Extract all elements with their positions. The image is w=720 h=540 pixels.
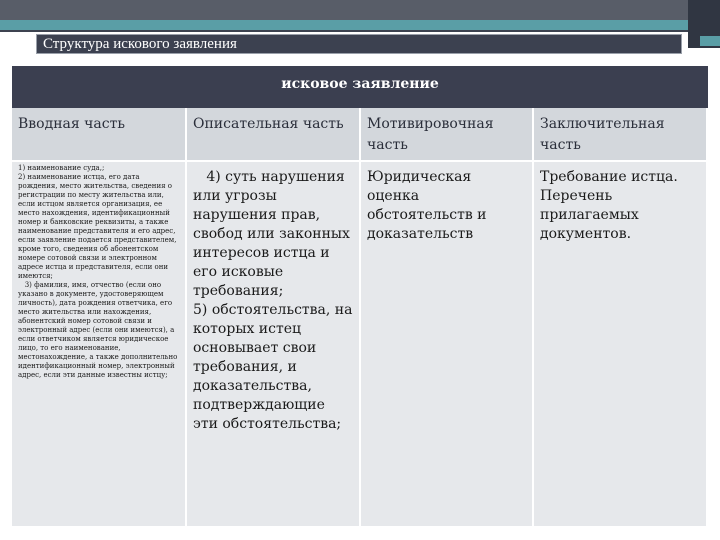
decorative-teal-stripe [0, 20, 720, 30]
header-descriptive: Описательная часть [187, 108, 361, 162]
cell-motivation: Юридическая оценка обстоятельств и доказательств [361, 162, 534, 528]
cell-intro: 1) наименование суда,; 2) наименование истца, его дата рождения, место жительства, сведения о регистрации по месту жительства или, если истцом является организация, ее место нахождения, идентификационный номер и банковские реквизиты, а также наименование представителя и его адрес, если заявление подается представителем, кроме того, сведения об абонентском номере сотовой связи и электронном адресе истца и представителя, если они имеются; 3) фамилия, имя, отчество (если оно указано в документе, удостоверяющем личность), дата рождения ответчика, его место жительства или нахождения, абонентский номер сотовой связи и электронный адрес (если они имеются), а если ответчиком является юридическое лицо, то его наименование, местонахождение, а также дополнительно идентификационный номер, электронный адрес, если эти данные известны истцу; [12, 162, 187, 528]
decorative-corner-stripe [700, 36, 720, 46]
header-conclusion: Заключительная часть [534, 108, 708, 162]
cell-descriptive: 4) суть нарушения или угрозы нарушения прав, свобод или законных интересов истца и его исковые требования; 5) обстоятельства, на которых истец основывает свои требования, и доказательства, подтверждающие эти обстоятельства; [187, 162, 361, 528]
table-caption-row [12, 66, 708, 108]
structure-table [12, 108, 708, 528]
table-caption: исковое заявление [281, 76, 439, 92]
slide-title: Структура искового заявления [36, 34, 682, 54]
header-motivation: Мотивировочная часть [361, 108, 534, 162]
decorative-divider [0, 30, 720, 32]
cell-conclusion: Требование истца. Перечень прилагаемых документов. [534, 162, 708, 528]
header-intro: Вводная часть [12, 108, 187, 162]
decorative-top-bar [0, 0, 720, 20]
